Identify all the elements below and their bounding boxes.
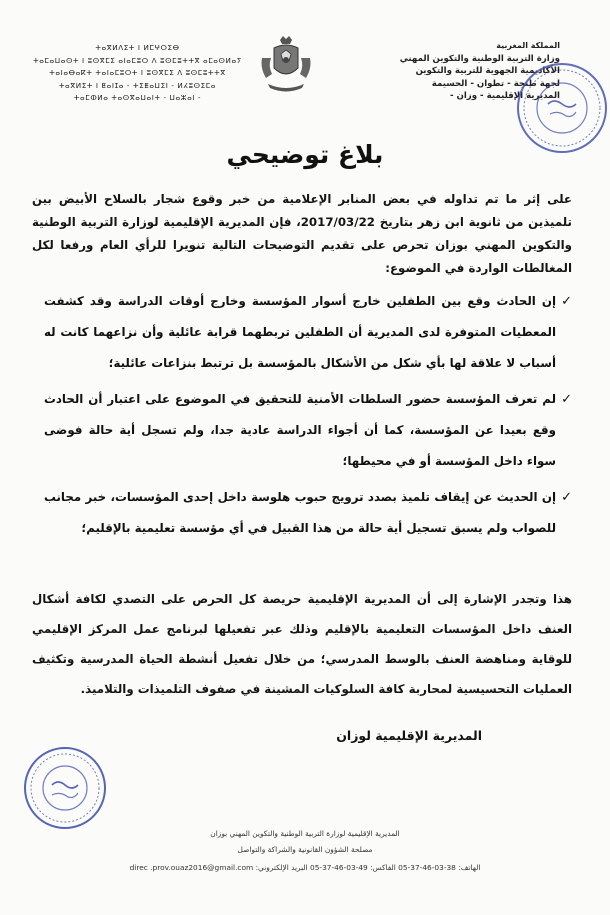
official-stamp-icon bbox=[22, 745, 108, 831]
list-item-text: إن الحادث وقع بين الطفلين خارج أسوار المؤسسة وخارج أوقات الدراسة وقد كشفت المعطيات المتوفرة لدى المديرية أن الطفلين تربطهما قرابة عائلية وأن نزاعهما كانت له أسباب لا علاقة لها بأي شكل من الأشكال بالمؤسسة بل ترتبط بنزاعات عائلية؛ bbox=[44, 294, 556, 370]
header-line: لجهة طنجة - تطوان - الحسيمة bbox=[431, 78, 560, 89]
header-line: ⵜⴰⵎⵀⵍⴰ ⵜⴰⵙⴳⴰⵡⴰⵏⵜ - ⵡⴰⵣⴰⵏ - bbox=[73, 93, 202, 102]
header-line: المملكة المغربية bbox=[496, 41, 560, 50]
coat-of-arms-icon bbox=[254, 34, 318, 98]
checkmark-icon: ✓ bbox=[561, 294, 572, 309]
header-line: ⵜⴰⴳⵍⴷⵉⵜ ⵏ ⵍⵎⵖⵔⵉⴱ bbox=[95, 43, 180, 52]
list-item-text: لم تعرف المؤسسة حضور السلطات الأمنية للتحقيق في الموضوع على اعتبار أن الحادث وقع بعيدا عن المؤسسة، كما أن أجواء الدراسة عادية جدا، ولم تسجل أية حالة فوضى سواء داخل المؤسسة أو في محيطها؛ bbox=[44, 392, 556, 468]
footer-line: المديرية الإقليمية لوزارة التربية الوطنية والتكوين المهني بوزان bbox=[210, 829, 400, 838]
document-title: بلاغ توضيحي bbox=[226, 140, 384, 169]
header-line: المديرية الإقليمية - وزان - bbox=[449, 91, 560, 101]
header-line: ⵜⴰⵏⴰⴱⴰⴽⵜ ⵜⴰⵏⴰⵎⵓⵔⵜ ⵏ ⵓⵙⴳⵎⵉ ⴷ ⵓⵙⵎⵓⵜⵜⴳ bbox=[49, 68, 226, 77]
closing-paragraph: هذا وتجدر الإشارة إلى أن المديرية الإقليمية حريصة كل الحرص على التصدي لكافة أشكال العنف داخل المؤسسات التعليمية بالإقليم وذلك عبر تفعيلها لبرنامج عمل المركز الإقليمي للوقاية ومناهضة العنف بالوسط المدرسي؛ من خلال تفعيل أنشطة الحياة المدرسية وتكثيف العمليات التحسيسية لمحاربة كافة السلوكيات المشينة في صفوف التلميذات والتلاميذ. bbox=[32, 592, 572, 696]
list-item bbox=[44, 286, 572, 379]
footer-line: مصلحة الشؤون القانونية والشراكة والتواصل bbox=[237, 845, 373, 854]
signature: المديرية الإقليمية لوزان bbox=[336, 728, 482, 743]
checkmark-icon: ✓ bbox=[561, 392, 572, 407]
header-line: ⵜⴰⴳⵍⵉⵜ ⵏ ⵟⴰⵏⵊⴰ - ⵜⵉⵟⴰⵡⵉⵏ - ⵍⵃⵓⵙⵉⵎⴰ bbox=[58, 80, 217, 90]
intro-paragraph: على إثر ما تم تداوله في بعض المنابر الإعلامية من خبر وقوع شجار بالسلاح الأبيض بين تلميذين من ثانوية ابن زهر بتاريخ 2017/03/22، فإن المديرية الإقليمية لوزارة التربية الوطنية والتكوين المهني بوزان تحرص على تقديم التوضيحات التالية تنويرا للرأي العام ورفعا لكل المغالطات الواردة في الموضوع: bbox=[32, 192, 572, 275]
list-item bbox=[44, 482, 572, 544]
header-line: وزارة التربية الوطنية والتكوين المهني bbox=[399, 53, 560, 64]
list-item bbox=[44, 384, 572, 477]
checkmark-icon: ✓ bbox=[561, 490, 572, 505]
list-item-text: إن الحديث عن إيقاف تلميذ بصدد ترويج حبوب هلوسة داخل إحدى المؤسسات، خبر مجانب للصواب ولم يسبق تسجيل أية حالة من هذا القبيل في أي مؤسسة تعليمية بالإقليم؛ bbox=[44, 490, 556, 535]
header-tifinagh bbox=[30, 42, 245, 105]
header-line: الأكاديمية الجهوية للتربية والتكوين bbox=[415, 66, 560, 76]
header-line: ⵜⴰⵎⴰⵡⴰⵙⵜ ⵏ ⵓⵙⴳⵎⵉ ⴰⵏⴰⵎⵓⵔ ⴷ ⵓⵙⵎⵓⵜⵜⴳ ⴰⵎⴰⵙⵍⴰⵢ bbox=[33, 55, 242, 65]
footer-contact: الهاتف: 38-03-46-37-05 الفاكس: 49-03-46-37-05 البريد الإلكتروني: direc .prov.ouaz2016@gmail.com bbox=[129, 863, 481, 872]
